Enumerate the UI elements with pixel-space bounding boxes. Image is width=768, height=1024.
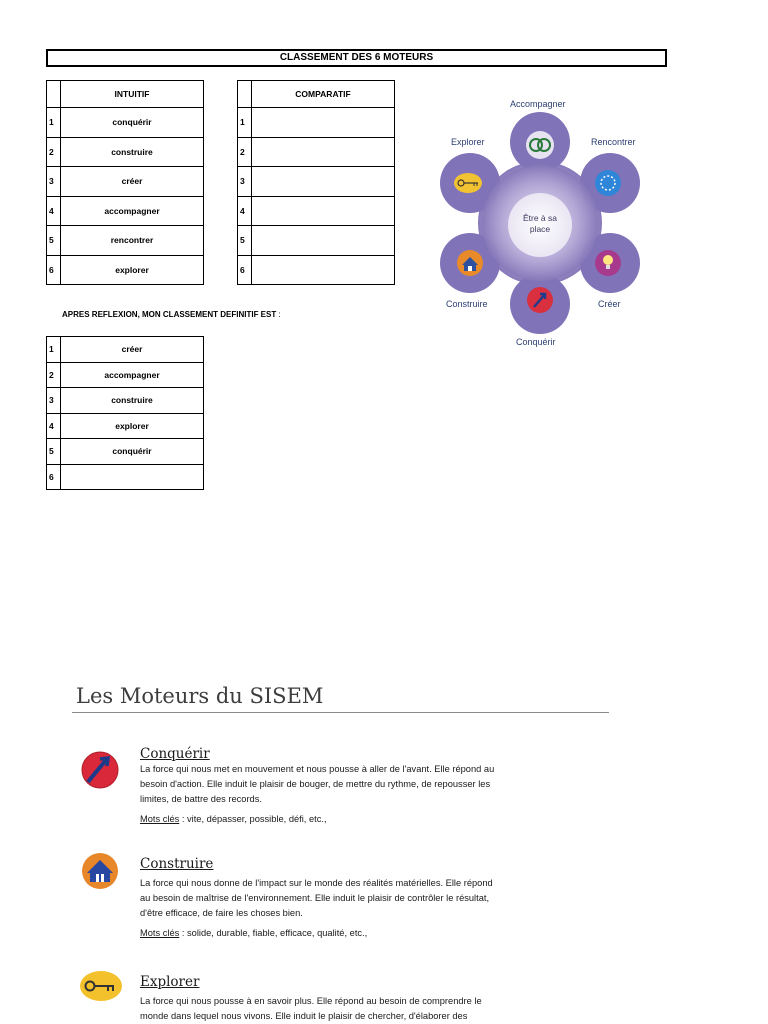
row-number: 5 <box>47 226 61 256</box>
table-row <box>47 362 204 388</box>
motors-diagram <box>430 85 662 355</box>
row-value-input[interactable] <box>252 137 395 167</box>
table-row <box>47 137 204 167</box>
row-value: accompagner <box>61 362 204 388</box>
row-value-input[interactable] <box>252 226 395 256</box>
description-line: besoin d'action. Elle induit le plaisir de bouger, de mettre du rythme, de repousser les <box>140 779 491 789</box>
row-value: créer <box>61 337 204 363</box>
row-number: 1 <box>47 337 61 363</box>
keywords-label: Mots clés <box>140 928 180 938</box>
description-line: La force qui nous met en mouvement et nous pousse à aller de l'avant. Elle répond au <box>140 764 495 774</box>
description-line: d'être efficace, de faire les choses bien. <box>140 908 303 918</box>
row-value: conquérir <box>61 439 204 465</box>
row-value: explorer <box>61 413 204 439</box>
description-line: au besoin de maîtrise de l'environnement. Elle induit le plaisir de contrôler le résultat, <box>140 893 490 903</box>
table-corner <box>238 81 252 108</box>
red-arrow-icon <box>78 750 122 790</box>
row-value-input[interactable] <box>252 255 395 285</box>
row-number: 4 <box>47 196 61 226</box>
row-number: 3 <box>47 388 61 414</box>
row-value-input[interactable] <box>252 167 395 197</box>
table-row <box>47 388 204 414</box>
center-label <box>510 213 570 235</box>
label-explorer: Explorer <box>451 137 485 147</box>
row-number: 5 <box>238 226 252 256</box>
rings-icon <box>526 131 554 159</box>
sisem-heading: Les Moteurs du SISEM <box>76 684 324 708</box>
row-value: accompagner <box>61 196 204 226</box>
label-conquerir: Conquérir <box>516 337 556 347</box>
row-number: 4 <box>47 413 61 439</box>
heading-divider <box>72 712 609 713</box>
intuitif-table <box>46 80 204 285</box>
table-row <box>238 108 395 138</box>
motor-name: Conquérir <box>140 746 210 762</box>
motor-conquerir <box>140 746 606 827</box>
table-row <box>47 464 204 490</box>
center-label-line: place <box>529 224 551 234</box>
row-number: 2 <box>238 137 252 167</box>
motor-keywords <box>140 812 606 827</box>
description-line: La force qui nous donne de l'impact sur le monde des réalités matérielles. Elle répond <box>140 878 493 888</box>
row-number: 1 <box>47 108 61 138</box>
final-ranking-text: APRES REFLEXION, MON CLASSEMENT DEFINITIF EST <box>62 310 277 319</box>
description-line: limites, de battre des records. <box>140 794 262 804</box>
comparatif-header: COMPARATIF <box>252 81 395 108</box>
label-creer: Créer <box>598 299 621 309</box>
row-value-input[interactable] <box>252 108 395 138</box>
row-number: 3 <box>238 167 252 197</box>
motor-keywords <box>140 926 606 941</box>
description-line: monde dans lequel nous vivons. Elle induit le plaisir de chercher, d'élaborer des <box>140 1011 468 1021</box>
table-row <box>47 196 204 226</box>
motor-name: Construire <box>140 856 214 872</box>
description-line: La force qui nous pousse à en savoir plus. Elle répond au besoin de comprendre le <box>140 996 482 1006</box>
center-label-line: Être à sa <box>522 213 558 223</box>
house-icon <box>78 851 122 891</box>
row-number: 5 <box>47 439 61 465</box>
table-row <box>47 439 204 465</box>
final-ranking-colon: : <box>276 310 281 319</box>
table-row <box>238 137 395 167</box>
table-row <box>238 196 395 226</box>
row-number: 2 <box>47 362 61 388</box>
label-construire: Construire <box>446 299 488 309</box>
table-row <box>238 226 395 256</box>
row-value-input[interactable] <box>61 464 204 490</box>
keywords-text: : vite, dépasser, possible, défi, etc., <box>179 814 327 824</box>
table-row <box>47 337 204 363</box>
house-icon <box>457 250 483 276</box>
row-number: 2 <box>47 137 61 167</box>
motor-description <box>140 876 606 921</box>
row-value: explorer <box>61 255 204 285</box>
bulb-icon <box>595 250 621 276</box>
row-number: 4 <box>238 196 252 226</box>
table-row <box>47 167 204 197</box>
table-row <box>47 413 204 439</box>
table-row <box>47 255 204 285</box>
row-value: construire <box>61 137 204 167</box>
red-arrow-icon <box>527 287 553 313</box>
row-value: construire <box>61 388 204 414</box>
key-icon <box>78 968 124 1004</box>
comparatif-table <box>237 80 395 285</box>
keywords-text: : solide, durable, fiable, efficace, qualité, etc., <box>179 928 368 938</box>
row-value: conquérir <box>61 108 204 138</box>
intuitif-header: INTUITIF <box>61 81 204 108</box>
table-corner <box>47 81 61 108</box>
page-title: CLASSEMENT DES 6 MOTEURS <box>46 49 667 67</box>
table-row <box>47 226 204 256</box>
motor-description <box>140 994 606 1024</box>
motor-name: Explorer <box>140 974 200 990</box>
row-number: 6 <box>238 255 252 285</box>
row-value: rencontrer <box>61 226 204 256</box>
key-icon <box>454 173 482 193</box>
table-row <box>238 255 395 285</box>
sphere-icon <box>595 170 621 196</box>
row-value: créer <box>61 167 204 197</box>
row-number: 6 <box>47 464 61 490</box>
row-number: 1 <box>238 108 252 138</box>
label-rencontrer: Rencontrer <box>591 137 636 147</box>
row-value-input[interactable] <box>252 196 395 226</box>
keywords-label: Mots clés <box>140 814 180 824</box>
row-number: 6 <box>47 255 61 285</box>
label-accompagner: Accompagner <box>510 99 566 109</box>
row-number: 3 <box>47 167 61 197</box>
motor-construire <box>140 856 606 941</box>
motor-description <box>140 762 606 807</box>
final-ranking-label <box>62 310 281 319</box>
motor-explorer <box>140 974 606 1024</box>
table-row <box>238 167 395 197</box>
final-ranking-table <box>46 336 204 490</box>
table-row <box>47 108 204 138</box>
